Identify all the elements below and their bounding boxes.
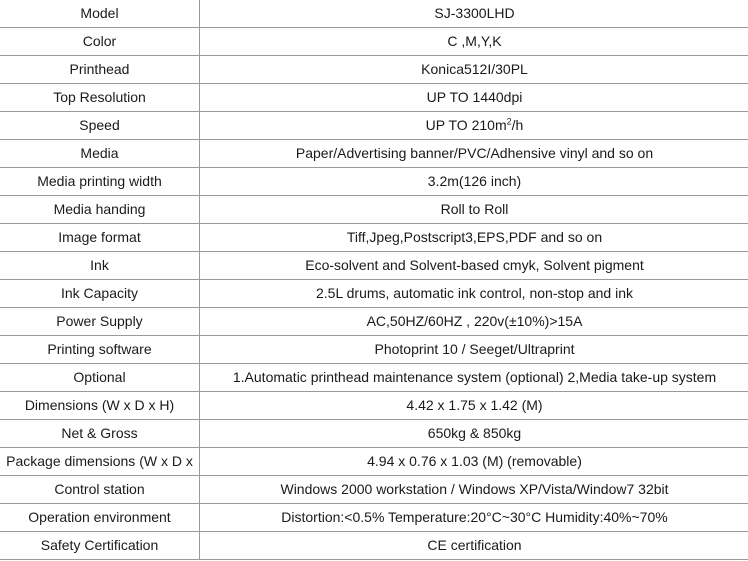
row-label: Color [0, 28, 200, 56]
row-label: Package dimensions (W x D x [0, 448, 200, 476]
table-row-package-dimensions [0, 448, 748, 476]
row-label: Ink Capacity [0, 280, 200, 308]
row-label: Media handing [0, 196, 200, 224]
table-row-media [0, 140, 748, 168]
speed-value-exponent: 2 [506, 116, 512, 127]
row-label: Speed [0, 112, 200, 140]
row-value: 1.Automatic printhead maintenance system (optional) 2,Media take-up system [200, 364, 748, 392]
table-row-media-handing [0, 196, 748, 224]
speed-value-unit: /h [511, 117, 524, 133]
table-row-operation-environment [0, 504, 748, 532]
row-label: Ink [0, 252, 200, 280]
row-label: Media printing width [0, 168, 200, 196]
table-row-dimensions [0, 392, 748, 420]
table-row-color [0, 28, 748, 56]
row-value: Roll to Roll [200, 196, 748, 224]
row-value: 3.2m(126 inch) [200, 168, 748, 196]
row-label: Model [0, 0, 200, 28]
table-row-model [0, 0, 748, 28]
table-row-optional [0, 364, 748, 392]
table-row-printhead [0, 56, 748, 84]
row-label: Image format [0, 224, 200, 252]
table-row-image-format [0, 224, 748, 252]
row-label: Control station [0, 476, 200, 504]
row-value: Eco-solvent and Solvent-based cmyk, Solvent pigment [200, 252, 748, 280]
row-label: Optional [0, 364, 200, 392]
table-row-media-printing-width [0, 168, 748, 196]
row-value: Distortion:<0.5% Temperature:20°C~30°C Humidity:40%~70% [200, 504, 748, 532]
table-row-ink [0, 252, 748, 280]
row-label: Media [0, 140, 200, 168]
row-value: Photoprint 10 / Seeget/Ultraprint [200, 336, 748, 364]
row-label: Operation environment [0, 504, 200, 532]
row-value: C ,M,Y,K [200, 28, 748, 56]
table-row-ink-capacity [0, 280, 748, 308]
row-label: Top Resolution [0, 84, 200, 112]
row-value [200, 112, 748, 140]
table-row-speed [0, 112, 748, 140]
row-value: 2.5L drums, automatic ink control, non-stop and ink [200, 280, 748, 308]
row-label: Safety Certification [0, 532, 200, 560]
table-row-power-supply [0, 308, 748, 336]
table-row-printing-software [0, 336, 748, 364]
speed-value-main: UP TO 210m [425, 117, 507, 133]
row-value: CE certification [200, 532, 748, 560]
row-value: Windows 2000 workstation / Windows XP/Vista/Window7 32bit [200, 476, 748, 504]
row-value: AC,50HZ/60HZ , 220v(±10%)>15A [200, 308, 748, 336]
row-label: Dimensions (W x D x H) [0, 392, 200, 420]
row-value: UP TO 1440dpi [200, 84, 748, 112]
row-label: Printing software [0, 336, 200, 364]
row-value: 650kg & 850kg [200, 420, 748, 448]
table-row-top-resolution [0, 84, 748, 112]
row-value: Paper/Advertising banner/PVC/Adhensive vinyl and so on [200, 140, 748, 168]
table-row-safety-certification [0, 532, 748, 560]
row-label: Net & Gross [0, 420, 200, 448]
row-label: Printhead [0, 56, 200, 84]
table-row-control-station [0, 476, 748, 504]
row-value: 4.94 x 0.76 x 1.03 (M) (removable) [200, 448, 748, 476]
row-value: Konica512I/30PL [200, 56, 748, 84]
row-value: SJ-3300LHD [200, 0, 748, 28]
table-row-net-gross [0, 420, 748, 448]
row-label: Power Supply [0, 308, 200, 336]
row-value: 4.42 x 1.75 x 1.42 (M) [200, 392, 748, 420]
row-value: Tiff,Jpeg,Postscript3,EPS,PDF and so on [200, 224, 748, 252]
